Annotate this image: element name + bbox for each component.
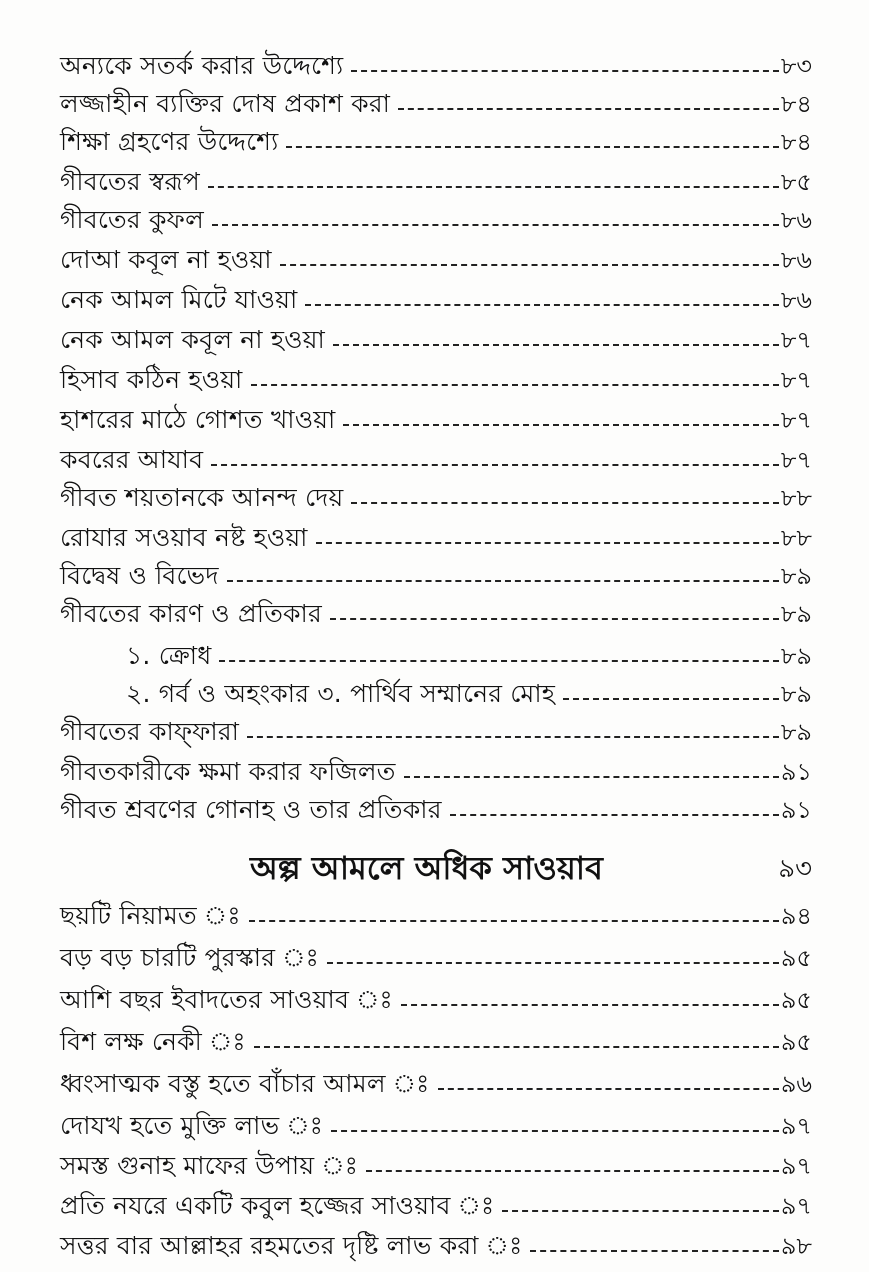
toc-entry (60, 46, 812, 86)
dotted-leader (351, 70, 779, 72)
dotted-leader (219, 660, 778, 662)
toc-entry (60, 240, 812, 280)
toc-entry (60, 162, 812, 202)
dotted-leader (327, 962, 779, 964)
toc-entry-page: ৮৯ (780, 562, 812, 590)
toc-entry-title: সমস্ত গুনাহ মাফের উপায় ঃ (60, 1151, 359, 1180)
toc-entry (60, 1186, 812, 1226)
toc-entry (60, 896, 812, 936)
toc-entry-title: নেক আমল মিটে যাওয়া (60, 285, 298, 314)
toc-entry (60, 400, 812, 440)
toc-entry (60, 360, 812, 400)
toc-entry (60, 980, 812, 1020)
dotted-leader (251, 384, 779, 386)
toc-entry-page: ৯১ (780, 796, 812, 824)
toc-entry-title: গীবতের কারণ ও প্রতিকার (60, 599, 322, 628)
toc-entry (60, 478, 812, 518)
dotted-leader (330, 618, 779, 620)
toc-entry-title: বিশ লক্ষ নেকী ঃ (60, 1027, 246, 1056)
dotted-leader (316, 542, 779, 544)
toc-entry (60, 200, 812, 240)
dotted-leader (211, 464, 779, 466)
toc-entry-title: লজ্জাহীন ব্যক্তির দোষ প্রকাশ করা (60, 89, 391, 118)
toc-entry-title: ২. গর্ব ও অহংকার ৩. পার্থিব সম্মানের মোহ (126, 679, 556, 708)
toc-entry-title: প্রতি নযরে একটি কবুল হজ্জের সাওয়াব ঃ (60, 1191, 495, 1220)
section-page: ৯৩ (778, 854, 812, 884)
dotted-leader (438, 1088, 779, 1090)
toc-entry-page: ৮৬ (780, 286, 812, 314)
toc-entry-title: রোযার সওয়াব নষ্ট হওয়া (60, 523, 308, 552)
toc-entry (60, 938, 812, 978)
toc-entry-page: ৮৯ (780, 600, 812, 628)
toc-entry-page: ৯৫ (780, 1028, 812, 1056)
toc-entry-page: ৮৩ (780, 52, 812, 80)
toc-entry-page: ৯৭ (780, 1192, 812, 1220)
section-title: অল্প আমলে অধিক সাওয়াব (250, 849, 603, 887)
dotted-leader (530, 1250, 778, 1252)
toc-entry-page: ৯৭ (780, 1112, 812, 1140)
section-heading (60, 846, 812, 894)
dotted-leader (366, 1170, 779, 1172)
toc-entry-page: ৮৭ (780, 326, 812, 354)
dotted-leader (331, 1130, 779, 1132)
dotted-leader (563, 698, 779, 700)
dotted-leader (305, 304, 778, 306)
dotted-leader (343, 424, 778, 426)
toc-entry (60, 790, 812, 830)
toc-entry-title: দোআ কবূল না হওয়া (60, 245, 272, 274)
toc-subentry (126, 636, 812, 676)
toc-entry (60, 1146, 812, 1186)
dotted-leader (286, 146, 778, 148)
dotted-leader (208, 186, 779, 188)
toc-subentry (126, 674, 812, 714)
toc-entry-page: ৯৫ (780, 986, 812, 1014)
toc-entry-page: ৮৬ (780, 246, 812, 274)
toc-entry-title: সত্তর বার আল্লাহর রহমতের দৃষ্টি লাভ করা ঃ (60, 1231, 523, 1260)
toc-entry (60, 752, 812, 792)
toc-entry-title: বিদ্বেষ ও বিভেদ (60, 561, 219, 590)
toc-entry-page: ৮৮ (780, 484, 812, 512)
toc-entry-title: গীবতের কাফ্ফারা (60, 717, 240, 746)
toc-entry-title: হিসাব কঠিন হওয়া (60, 365, 243, 394)
toc-entry-page: ৯৫ (780, 944, 812, 972)
toc-entry-page: ৮৪ (780, 90, 812, 118)
toc-entry-page: ৮৭ (780, 366, 812, 394)
toc-entry (60, 1022, 812, 1062)
toc-entry-page: ৮৯ (780, 642, 812, 670)
toc-entry-title: ধ্বংসাত্মক বস্তু হতে বাঁচার আমল ঃ (60, 1069, 430, 1098)
toc-entry (60, 1226, 812, 1266)
dotted-leader (227, 580, 779, 582)
toc-entry-title: গীবতের স্বরূপ (60, 167, 200, 196)
toc-entry-title: হাশরের মাঠে গোশত খাওয়া (60, 405, 336, 434)
toc-entry (60, 594, 812, 634)
dotted-leader (333, 344, 779, 346)
toc-entry (60, 556, 812, 596)
dotted-leader (249, 920, 779, 922)
toc-entry-page: ৯৭ (780, 1152, 812, 1180)
toc-entry-title: গীবত শয়তানকে আনন্দ দেয় (60, 483, 344, 512)
toc-entry-page: ৮৭ (780, 446, 812, 474)
dotted-leader (450, 814, 779, 816)
toc-entry-page: ৯৬ (780, 1070, 812, 1098)
toc-entry-page: ৯৪ (780, 902, 812, 930)
dotted-leader (401, 1004, 779, 1006)
toc-entry (60, 280, 812, 320)
toc-entry-title: বড় বড় চারটি পুরস্কার ঃ (60, 943, 320, 972)
dotted-leader (280, 264, 779, 266)
toc-entry-title: নেক আমল কবূল না হওয়া (60, 325, 325, 354)
toc-entry (60, 122, 812, 162)
toc-entry-title: অন্যকে সতর্ক করার উদ্দেশ্যে (60, 51, 344, 80)
toc-entry-page: ৮৫ (780, 168, 812, 196)
toc-entry-page: ৮৭ (780, 406, 812, 434)
dotted-leader (502, 1210, 778, 1212)
dotted-leader (247, 736, 779, 738)
toc-entry-title: গীবতকারীকে ক্ষমা করার ফজিলত (60, 757, 396, 786)
toc-entry-page: ৮৪ (780, 128, 812, 156)
toc-entry-title: আশি বছর ইবাদতের সাওয়াব ঃ (60, 985, 393, 1014)
dotted-leader (398, 108, 779, 110)
toc-entry (60, 320, 812, 360)
toc-entry (60, 518, 812, 558)
toc-entry-page: ৮৯ (780, 718, 812, 746)
toc-entry-title: কবরের আযাব (60, 445, 204, 474)
toc-entry (60, 84, 812, 124)
toc-entry-title: ১. ক্রোধ (126, 641, 212, 670)
toc-entry-title: গীবত শ্রবণের গোনাহ ও তার প্রতিকার (60, 795, 442, 824)
toc-entry-page: ৮৯ (780, 680, 812, 708)
toc-entry-page: ৮৮ (780, 524, 812, 552)
toc-entry (60, 1106, 812, 1146)
dotted-leader (254, 1046, 779, 1048)
toc-entry-page: ৮৬ (780, 206, 812, 234)
toc-entry (60, 440, 812, 480)
toc-entry-page: ৯৮ (780, 1232, 812, 1260)
dotted-leader (212, 224, 779, 226)
toc-entry-title: দোযখ হতে মুক্তি লাভ ঃ (60, 1111, 324, 1140)
dotted-leader (351, 502, 778, 504)
toc-entry (60, 1064, 812, 1104)
toc-entry-title: শিক্ষা গ্রহণের উদ্দেশ্যে (60, 127, 279, 156)
toc-entry-page: ৯১ (780, 758, 812, 786)
toc-entry-title: গীবতের কুফল (60, 205, 204, 234)
toc-entry-title: ছয়টি নিয়ামত ঃ (60, 901, 241, 930)
toc-entry (60, 712, 812, 752)
dotted-leader (404, 776, 779, 778)
